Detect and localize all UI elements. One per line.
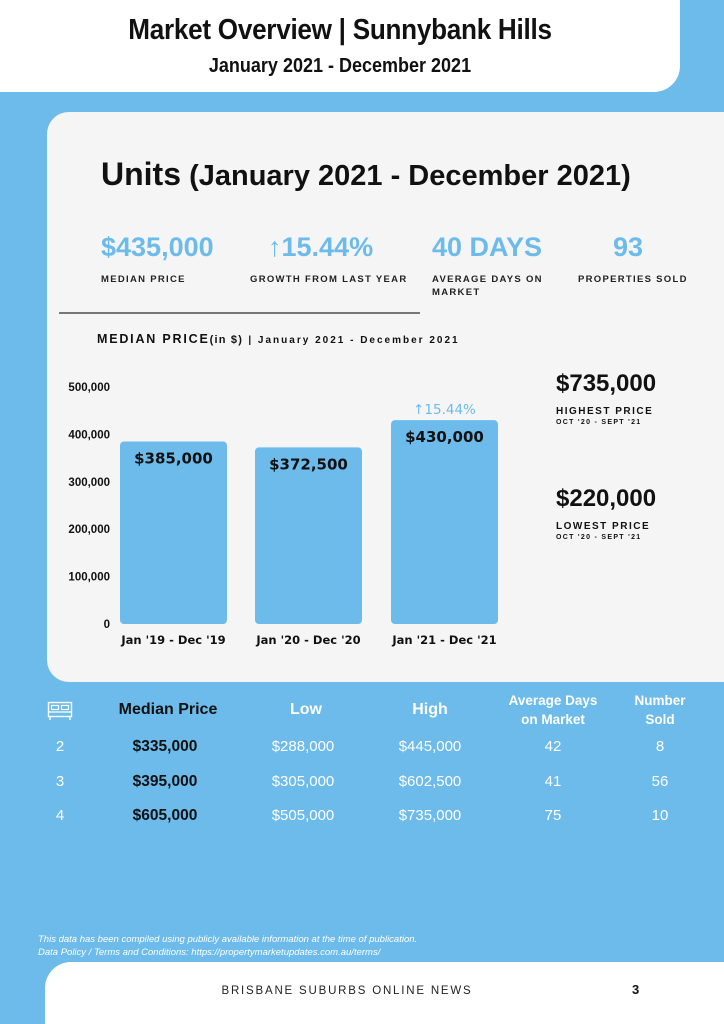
low-cell: $305,000 <box>271 773 335 790</box>
lowest-price-block <box>556 485 656 541</box>
stat-label: PROPERTIES SOLD <box>578 274 688 285</box>
days-cell: 42 <box>544 738 562 755</box>
high-cell: $735,000 <box>398 807 462 824</box>
bar-value-label: $430,000 <box>405 428 484 447</box>
chart-title-main: MEDIAN PRICE <box>97 332 210 346</box>
stat-label: GROWTH FROM LAST YEAR <box>250 274 408 285</box>
chart-title-unit: (in $) <box>209 334 244 346</box>
bar-2 <box>255 447 362 624</box>
bed-icon <box>47 701 73 721</box>
median-cell: $335,000 <box>132 738 198 755</box>
bar-value-label: $385,000 <box>134 449 213 468</box>
sold-cell: 56 <box>651 773 669 790</box>
lowest-price-label: LOWEST PRICE <box>556 521 651 532</box>
header-low: Low <box>290 701 322 718</box>
y-tick-label: 0 <box>103 619 110 631</box>
low-cell: $288,000 <box>271 738 335 755</box>
y-tick-label: 200,000 <box>68 524 110 537</box>
header-high: High <box>412 701 448 718</box>
sold-cell: 8 <box>655 738 665 755</box>
footnote-line2: Data Policy / Terms and Conditions: https://propertymarketupdates.com.au/terms/ <box>38 947 381 958</box>
beds-cell: 2 <box>55 738 65 755</box>
y-tick-label: 500,000 <box>68 382 110 394</box>
high-cell: $602,500 <box>398 773 462 790</box>
header-average-days-line2: on Market <box>521 712 585 727</box>
divider-line <box>59 312 420 314</box>
y-tick-label: 300,000 <box>68 476 110 489</box>
stat-value: 40 DAYS <box>432 232 543 262</box>
stat-days-on-market <box>432 232 572 299</box>
median-cell: $605,000 <box>132 807 198 824</box>
y-tick-label: 400,000 <box>68 429 110 442</box>
stat-label: AVERAGE DAYS ON MARKET <box>432 274 543 298</box>
footnote-line1: This data has been compiled using publicly available information at the time of publication. <box>38 934 418 945</box>
stat-properties-sold <box>578 232 698 286</box>
section-title-period: (January 2021 - December 2021) <box>189 160 631 192</box>
days-cell: 75 <box>544 807 562 824</box>
footnote <box>38 933 417 959</box>
lowest-price-value: $220,000 <box>556 485 657 512</box>
header-number-sold <box>615 691 705 729</box>
units-card <box>47 112 724 682</box>
x-tick-label: Jan '21 - Dec '21 <box>392 633 497 647</box>
chart-title <box>97 332 460 346</box>
low-cell: $505,000 <box>271 807 335 824</box>
stat-label: MEDIAN PRICE <box>101 274 186 285</box>
x-tick-label: Jan '20 - Dec '20 <box>256 633 361 647</box>
stat-median-price <box>101 232 214 286</box>
days-cell: 41 <box>544 773 562 790</box>
stat-value: $435,000 <box>101 232 214 262</box>
lowest-price-period: OCT '20 - SEPT '21 <box>556 534 642 541</box>
beds-cell: 4 <box>55 807 65 824</box>
section-title-main: Units <box>101 156 181 192</box>
header-average-days-line1: Average Days <box>508 693 598 708</box>
page-subtitle: January 2021 - December 2021 <box>208 55 472 77</box>
header-average-days <box>498 691 608 729</box>
page-title: Market Overview | Sunnybank Hills <box>128 14 552 46</box>
beds-cell: 3 <box>55 773 65 790</box>
bar-1 <box>120 442 227 624</box>
median-price-bar-chart <box>47 362 527 657</box>
page-header <box>0 0 680 92</box>
stat-value: 93 <box>613 232 644 262</box>
page-footer <box>45 962 724 1024</box>
page-number: 3 <box>632 982 640 997</box>
footer-brand: BRISBANE SUBURBS ONLINE NEWS <box>221 985 473 997</box>
header-number-sold-line2: Sold <box>645 712 675 727</box>
highest-price-label: HIGHEST PRICE <box>556 406 654 417</box>
highest-price-period: OCT '20 - SEPT '21 <box>556 419 642 426</box>
highest-price-value: $735,000 <box>556 370 657 397</box>
median-cell: $395,000 <box>132 773 198 790</box>
highest-price-block <box>556 370 656 426</box>
section-title <box>101 156 631 193</box>
sold-cell: 10 <box>651 807 669 824</box>
stat-growth <box>250 232 407 286</box>
header-number-sold-line1: Number <box>634 693 686 708</box>
high-cell: $445,000 <box>398 738 462 755</box>
chart-title-period: | January 2021 - December 2021 <box>248 335 460 346</box>
x-tick-label: Jan '19 - Dec '19 <box>121 633 226 647</box>
bar-3 <box>391 420 498 624</box>
header-median-price: Median Price <box>118 701 218 718</box>
y-tick-label: 100,000 <box>68 571 110 584</box>
growth-annotation: ↑15.44% <box>413 402 476 419</box>
bar-value-label: $372,500 <box>269 455 348 474</box>
stat-value: ↑15.44% <box>268 232 374 262</box>
